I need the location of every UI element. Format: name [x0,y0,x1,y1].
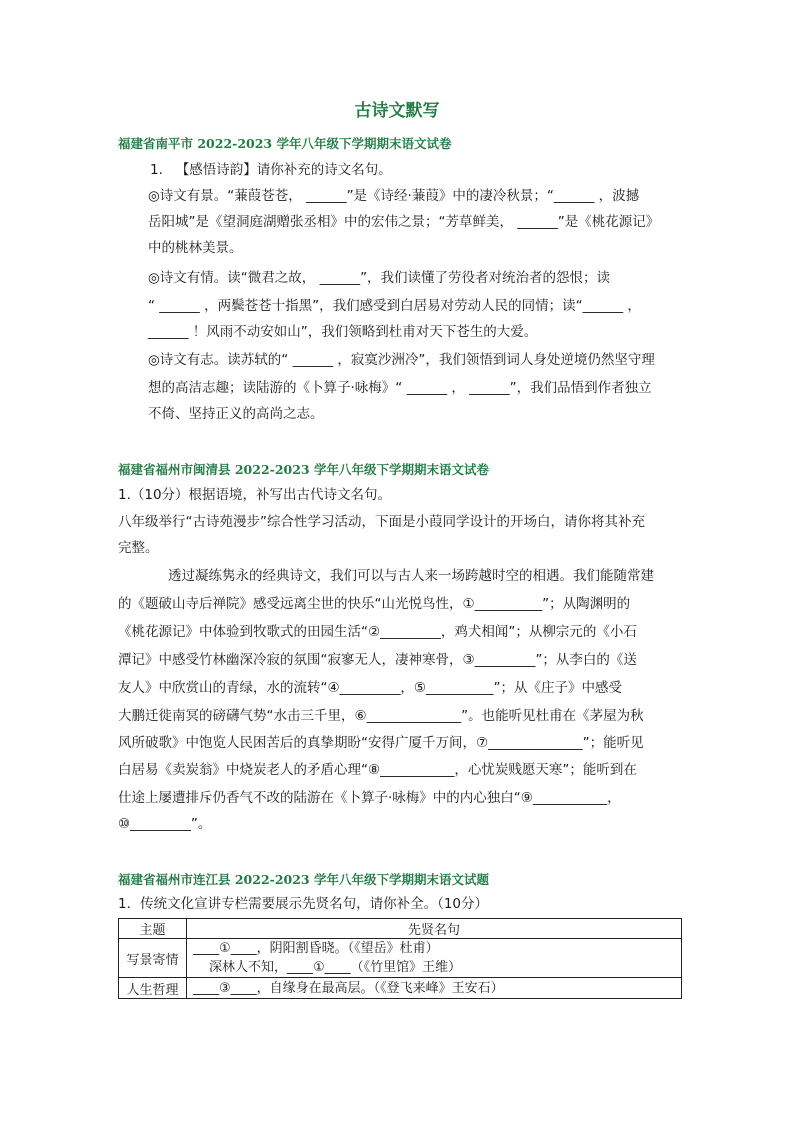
text-line: 不倚、坚持正义的高尚之志。 [148,406,324,422]
table-cell-topic: 写景寄情 [119,939,187,978]
text-line: ◎诗文有景。“蒹葭苍苍， ______”是《诗经·蒹葭》中的凄冷秋景；“______ ，波撼 [148,188,640,204]
poem-table [118,918,682,999]
text-line: 风所破歌》中饱览人民困苦后的真挚期盼“安得广厦千万间，⑦______________”；能听见 [118,735,644,751]
text-line: 白居易《卖炭翁》中烧炭老人的矛盾心理“⑧___________，心忧炭贱愿天寒”；能听到在 [118,762,637,778]
text-line: 仕途上屡遭排斥仍香气不改的陆游在《卜算子·咏梅》中的内心独白“⑨___________， [118,790,621,806]
text-line: “ ______ ，两鬓苍苍十指黑”，我们感受到白居易对劳动人民的同情；读“______ ， [148,298,641,314]
text-line: 大鹏迁徙南冥的磅礴气势“水击三千里，⑥______________”。也能听见杜甫在《茅屋为秋 [118,708,644,724]
text-line: 中的桃林美景。 [148,240,243,256]
text-line: ◎诗文有情。读“微君之故， ______”，我们读懂了劳役者对统治者的怨恨；读 [148,270,611,286]
text-line: 1．传统文化宣讲专栏需要展示先贤名句，请你补全。（10分） [118,896,489,912]
table-header-row [119,919,682,939]
text-line: 八年级举行“古诗苑漫步”综合性学习活动，下面是小葭同学设计的开场白，请你将其补充 [118,514,645,530]
section-heading-lianjiang: 福建省福州市连江县 2022-2023 学年八年级下学期期末语文试题 [118,872,489,887]
text-line: 1.（10分）根据语境，补写出古代诗文名句。 [118,487,392,503]
question-number: 1. [150,162,163,178]
text-line: 岳阳城”是《望洞庭湖赠张丞相》中的宏伟之景；“芳草鲜美， ______”是《桃花源记》 [148,214,660,230]
text-line: 的《题破山寺后禅院》感受远离尘世的快乐“山光悦鸟性，①__________”；从陶渊明的 [118,596,631,612]
quote-line: ____①____，阴阳割昏晓。（《望岳》杜甫） [193,941,439,956]
text-line: 《桃花源记》中体验到牧歌式的田园生活“②_________，鸡犬相闻”；从柳宗元的《小石 [118,624,637,640]
table-cell-topic: 人生哲理 [119,978,187,999]
section-heading-minqing: 福建省福州市闽清县 2022-2023 学年八年级下学期期末语文试卷 [118,462,489,477]
question-line [150,160,392,180]
text-line: 友人》中欣赏山的青绿，水的流转“④_________，⑤__________”；从《庄子》中感受 [118,680,622,696]
text-line: ⑩_________”。 [118,816,212,832]
text-line: ______ ！风雨不动安如山”，我们领略到杜甫对天下苍生的大爱。 [148,324,538,340]
table-row [119,978,682,999]
table-cell-quotes [187,939,682,978]
table-header-quotes: 先贤名句 [187,919,682,939]
table-row [119,939,682,978]
text-line: 透过凝练隽永的经典诗文，我们可以与古人来一场跨越时空的相遇。我们能随常建 [168,568,654,584]
text-line: ◎诗文有志。读苏轼的“ ______ ，寂寞沙洲冷”，我们领悟到词人身处逆境仍然坚守理 [148,352,655,368]
text-line: 完整。 [118,540,159,556]
question-text: 【感悟诗韵】请你补充的诗文名句。 [175,162,392,178]
page-title: 古诗文默写 [354,101,440,121]
text-line: 想的高洁志趣；读陆游的《卜算子·咏梅》“ ______ ， ______”，我们品悟到作者独立 [148,380,652,396]
quote-line: ____③____，自缘身在最高层。（《登飞来峰》王安石） [193,980,504,996]
text-line: 潭记》中感受竹林幽深冷寂的氛围“寂寥无人，凄神寒骨，③_________”；从李白的《送 [118,652,637,668]
table-header-topic: 主题 [119,919,187,939]
section-heading-nanping: 福建省南平市 2022-2023 学年八年级下学期期末语文试卷 [118,136,452,151]
quote-line: 深林人不知，____①____（《竹里馆》王维） [209,960,462,975]
table-cell-quotes [187,978,682,999]
